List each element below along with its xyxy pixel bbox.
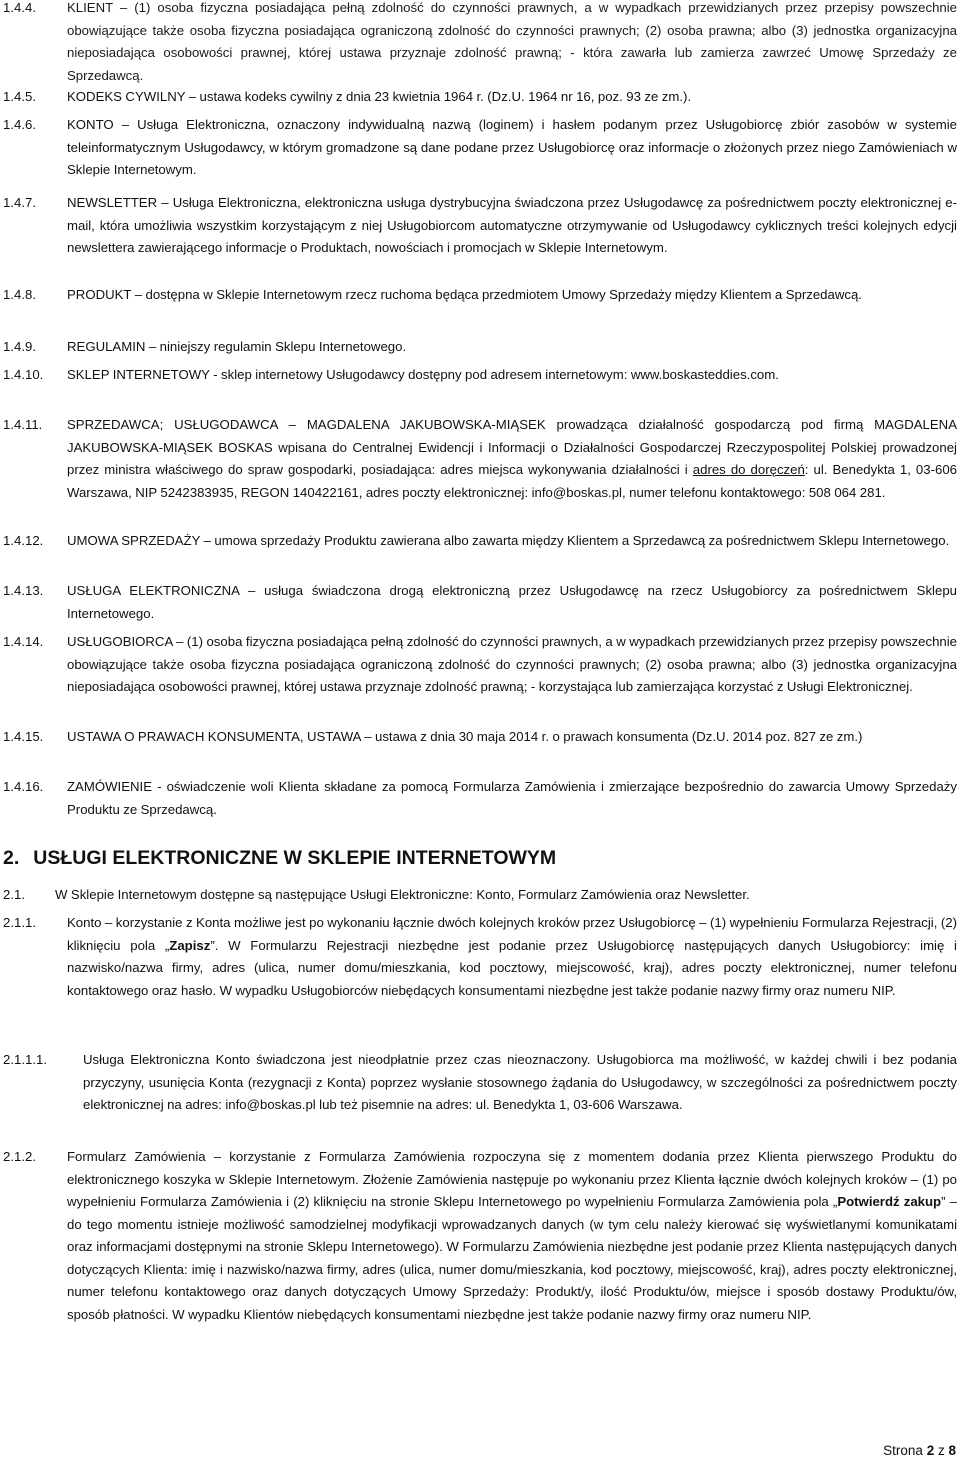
section-heading: [3, 845, 957, 871]
heading-title: USŁUGI ELEKTRONICZNE W SKLEPIE INTERNETOWYM: [33, 847, 557, 869]
section-text: USTAWA O PRAWACH KONSUMENTA, USTAWA – ustawa z dnia 30 maja 2014 r. o prawach konsumenta (Dz.U. 2014 poz. 827 ze zm.): [67, 729, 863, 744]
definition-1-4-4: [3, 0, 957, 87]
section-text: [67, 1146, 957, 1326]
section-text: [67, 912, 957, 1002]
section-number: 2.1.2.: [3, 1149, 36, 1164]
page-footer: [883, 1443, 956, 1458]
definition-1-4-5: [3, 86, 957, 109]
current-page-number: 2: [926, 1443, 935, 1458]
section-number: 1.4.7.: [3, 195, 36, 210]
text-part: ” – do tego momentu istnieje możliwość samodzielnej modyfikacji wprowadzanych danych (w tym celu należy kierować się wyświetlanymi komunikatami oraz informacjami dostępnymi na stronie Sklepu Internetowego). W Formularzu Zamówienia niezbędne jest podanie przez Klienta następujących danych dotyczących Klienta: imię i nazwisko/nazwa firmy, adres (ulica, numer domu/mieszkania, kod pocztowy, miejscowość, kraj), adres poczty elektronicznej, numer telefonu kontaktowego oraz danych dotyczących Umowy Sprzedaży: Produkt/y, ilość Produktu/ów, miejsce i sposób dostawy Produktu/ów, sposób płatności. W wypadku Klientów niebędących konsumentami niezbędne jest także podanie nazwy firmy oraz numeru NIP.: [67, 1194, 957, 1322]
definition-1-4-8: [3, 284, 957, 307]
definition-1-4-13: [3, 580, 957, 625]
text-part: : ul. Benedykta 1, 03-606 Warszawa, NIP 5242383935, REGON 140422161, adres poczty elektronicznej: info@boskas.pl, numer telefonu kontaktowego: 508 064 281.: [67, 462, 957, 500]
text-part: Formularz Zamówienia – korzystanie z Formularza Zamówienia rozpoczyna się z momentem dodania przez Klienta pierwszego Produktu do elektronicznego koszyka w Sklepie Internetowym. Złożenie Zamówienia następuje po wykonaniu przez Klienta łącznie dwóch kolejnych kroków – (1) po wypełnieniu Formularza Zamówienia i (2) kliknięciu na stronie Sklepu Internetowego po wypełnieniu Formularza Zamówienia pola „: [67, 1149, 957, 1209]
page-separator: z: [937, 1443, 945, 1458]
section-number: 1.4.16.: [3, 779, 44, 794]
section-number: 1.4.12.: [3, 533, 44, 548]
section-text: USŁUGA ELEKTRONICZNA – usługa świadczona drogą elektroniczną przez Usługodawcę na rzecz Usługobiorcy za pośrednictwem Sklepu Internetowego.: [67, 583, 957, 621]
text-part: Konto – korzystanie z Konta możliwe jest po wykonaniu łącznie dwóch kolejnych kroków przez Usługobiorcę – (1) wypełnieniu Formularza Rejestracji, (2) kliknięciu pola „: [67, 915, 957, 953]
section-text: SKLEP INTERNETOWY - sklep internetowy Usługodawcy dostępny pod adresem internetowym: www.boskasteddies.com.: [67, 367, 779, 382]
section-number: 1.4.6.: [3, 117, 36, 132]
delivery-address-term: adres do doręczeń: [692, 462, 805, 477]
definition-1-4-16: [3, 776, 957, 821]
section-2-1-1: [3, 912, 957, 1002]
section-number: 2.1.: [3, 887, 25, 902]
definition-1-4-10: [3, 364, 957, 387]
section-text: [67, 414, 957, 504]
section-text: UMOWA SPRZEDAŻY – umowa sprzedaży Produktu zawierana albo zawarta między Klientem a Sprzedawcą za pośrednictwem Sklepu Internetowego.: [67, 533, 950, 548]
section-number: 2.1.1.1.: [3, 1052, 47, 1067]
definition-1-4-11: [3, 414, 957, 504]
section-text: USŁUGOBIORCA – (1) osoba fizyczna posiadająca pełną zdolność do czynności prawnych, a w wypadkach przewidzianych przez przepisy powszechnie obowiązujące także osoba fizyczna posiadająca ograniczoną zdolność do czynności prawnych; (2) osoba prawna; albo (3) jednostka organizacyjna nieposiadająca osobowości prawnej, której ustawa przyznaje zdolność prawną; - korzystająca lub zamierzająca korzystać z Usługi Elektronicznej.: [67, 634, 957, 694]
section-text: REGULAMIN – niniejszy regulamin Sklepu Internetowego.: [67, 339, 407, 354]
section-number: 1.4.14.: [3, 634, 44, 649]
confirm-purchase-label: Potwierdź zakup: [837, 1194, 942, 1209]
section-number: 1.4.4.: [3, 0, 36, 15]
section-text: Usługa Elektroniczna Konto świadczona jest nieodpłatnie przez czas nieoznaczony. Usługobiorca ma możliwość, w każdej chwili i bez podania przyczyny, usunięcia Konta (rezygnacji z Konta) poprzez wysłanie stosownego żądania do Usługodawcy, w szczególności za pośrednictwem poczty elektronicznej na adres: info@boskas.pl lub też pisemnie na adres: ul. Benedykta 1, 03-606 Warszawa.: [83, 1052, 957, 1112]
section-text: KLIENT – (1) osoba fizyczna posiadająca pełną zdolność do czynności prawnych, a w wypadkach przewidzianych przez przepisy powszechnie obowiązujące także osoba fizyczna posiadająca ograniczoną zdolność do czynności prawnych; (2) osoba prawna; albo (3) jednostka organizacyjna nieposiadająca osobowości prawnej, której ustawa przyznaje zdolność prawną; - która zawarła lub zamierza zawrzeć Umowę Sprzedaży ze Sprzedawcą.: [67, 0, 957, 83]
section-text: KODEKS CYWILNY – ustawa kodeks cywilny z dnia 23 kwietnia 1964 r. (Dz.U. 1964 nr 16, poz. 93 ze zm.).: [67, 89, 692, 104]
section-2-1: [3, 884, 957, 907]
section-text: ZAMÓWIENIE - oświadczenie woli Klienta składane za pomocą Formularza Zamówienia i zmierzające bezpośrednio do zawarcia Umowy Sprzedaży Produktu ze Sprzedawcą.: [67, 779, 957, 817]
section-number: 1.4.5.: [3, 89, 36, 104]
definition-1-4-12: [3, 530, 957, 553]
section-2-1-2: [3, 1146, 957, 1326]
page-label: Strona: [883, 1443, 923, 1458]
section-number: 1.4.9.: [3, 339, 36, 354]
heading-number: 2.: [3, 847, 20, 869]
section-number: 1.4.13.: [3, 583, 44, 598]
section-number: 1.4.10.: [3, 367, 44, 382]
section-number: 1.4.8.: [3, 287, 36, 302]
section-number: 1.4.15.: [3, 729, 44, 744]
text-part: SPRZEDAWCA; USŁUGODAWCA – MAGDALENA JAKUBOWSKA-MIĄSEK prowadząca działalność gospodarczą pod firmą MAGDALENA JAKUBOWSKA-MIĄSEK BOSKAS wpisana do Centralnej Ewidencji i Informacji o Działalności Gospodarczej Rzeczypospolitej Polskiej prowadzonej przez ministra właściwego do spraw gospodarki, posiadająca: adres miejsca wykonywania działalności i: [67, 417, 957, 477]
section-text: W Sklepie Internetowym dostępne są następujące Usługi Elektroniczne: Konto, Formularz Zamówienia oraz Newsletter.: [55, 887, 750, 902]
definition-1-4-9: [3, 336, 957, 359]
total-pages-number: 8: [948, 1443, 956, 1458]
section-2-1-1-1: [3, 1049, 957, 1117]
text-part: ”. W Formularzu Rejestracji niezbędne jest podanie przez Usługobiorcę następujących danych Usługobiorcy: imię i nazwisko/nazwa firmy, adres (ulica, numer domu/mieszkania, kod pocztowy, miejscowość, kraj), adres poczty elektronicznej, numer telefonu kontaktowego oraz hasło. W wypadku Usługobiorców niebędących konsumentami niezbędne jest także podanie nazwy firmy oraz numeru NIP.: [67, 937, 957, 998]
section-number: 1.4.11.: [3, 417, 43, 432]
definition-1-4-7: [3, 192, 957, 260]
definition-1-4-14: [3, 631, 957, 699]
section-text: KONTO – Usługa Elektroniczna, oznaczony indywidualną nazwą (loginem) i hasłem podanym przez Usługobiorcę zbiór zasobów w systemie teleinformatycznym Usługodawcy, w którym gromadzone są dane podane przez Usługobiorcę oraz informacje o złożonych przez niego Zamówieniach w Sklepie Internetowym.: [67, 117, 957, 177]
definition-1-4-6: [3, 114, 957, 182]
section-text: PRODUKT – dostępna w Sklepie Internetowym rzecz ruchoma będąca przedmiotem Umowy Sprzedaży między Klientem a Sprzedawcą.: [67, 287, 862, 302]
section-number: 2.1.1.: [3, 915, 36, 930]
definition-1-4-15: [3, 726, 957, 749]
section-text: NEWSLETTER – Usługa Elektroniczna, elektroniczna usługa dystrybucyjna świadczona przez Usługodawcę za pośrednictwem poczty elektronicznej e-mail, która umożliwia wszystkim korzystającym z niej Usługobiorcom automatyczne otrzymywanie od Usługodawcy cyklicznych treści kolejnych edycji newslettera zawierającego informacje o Produktach, nowościach i promocjach w Sklepie Internetowym.: [67, 195, 957, 255]
save-field-label: Zapisz: [169, 937, 211, 953]
